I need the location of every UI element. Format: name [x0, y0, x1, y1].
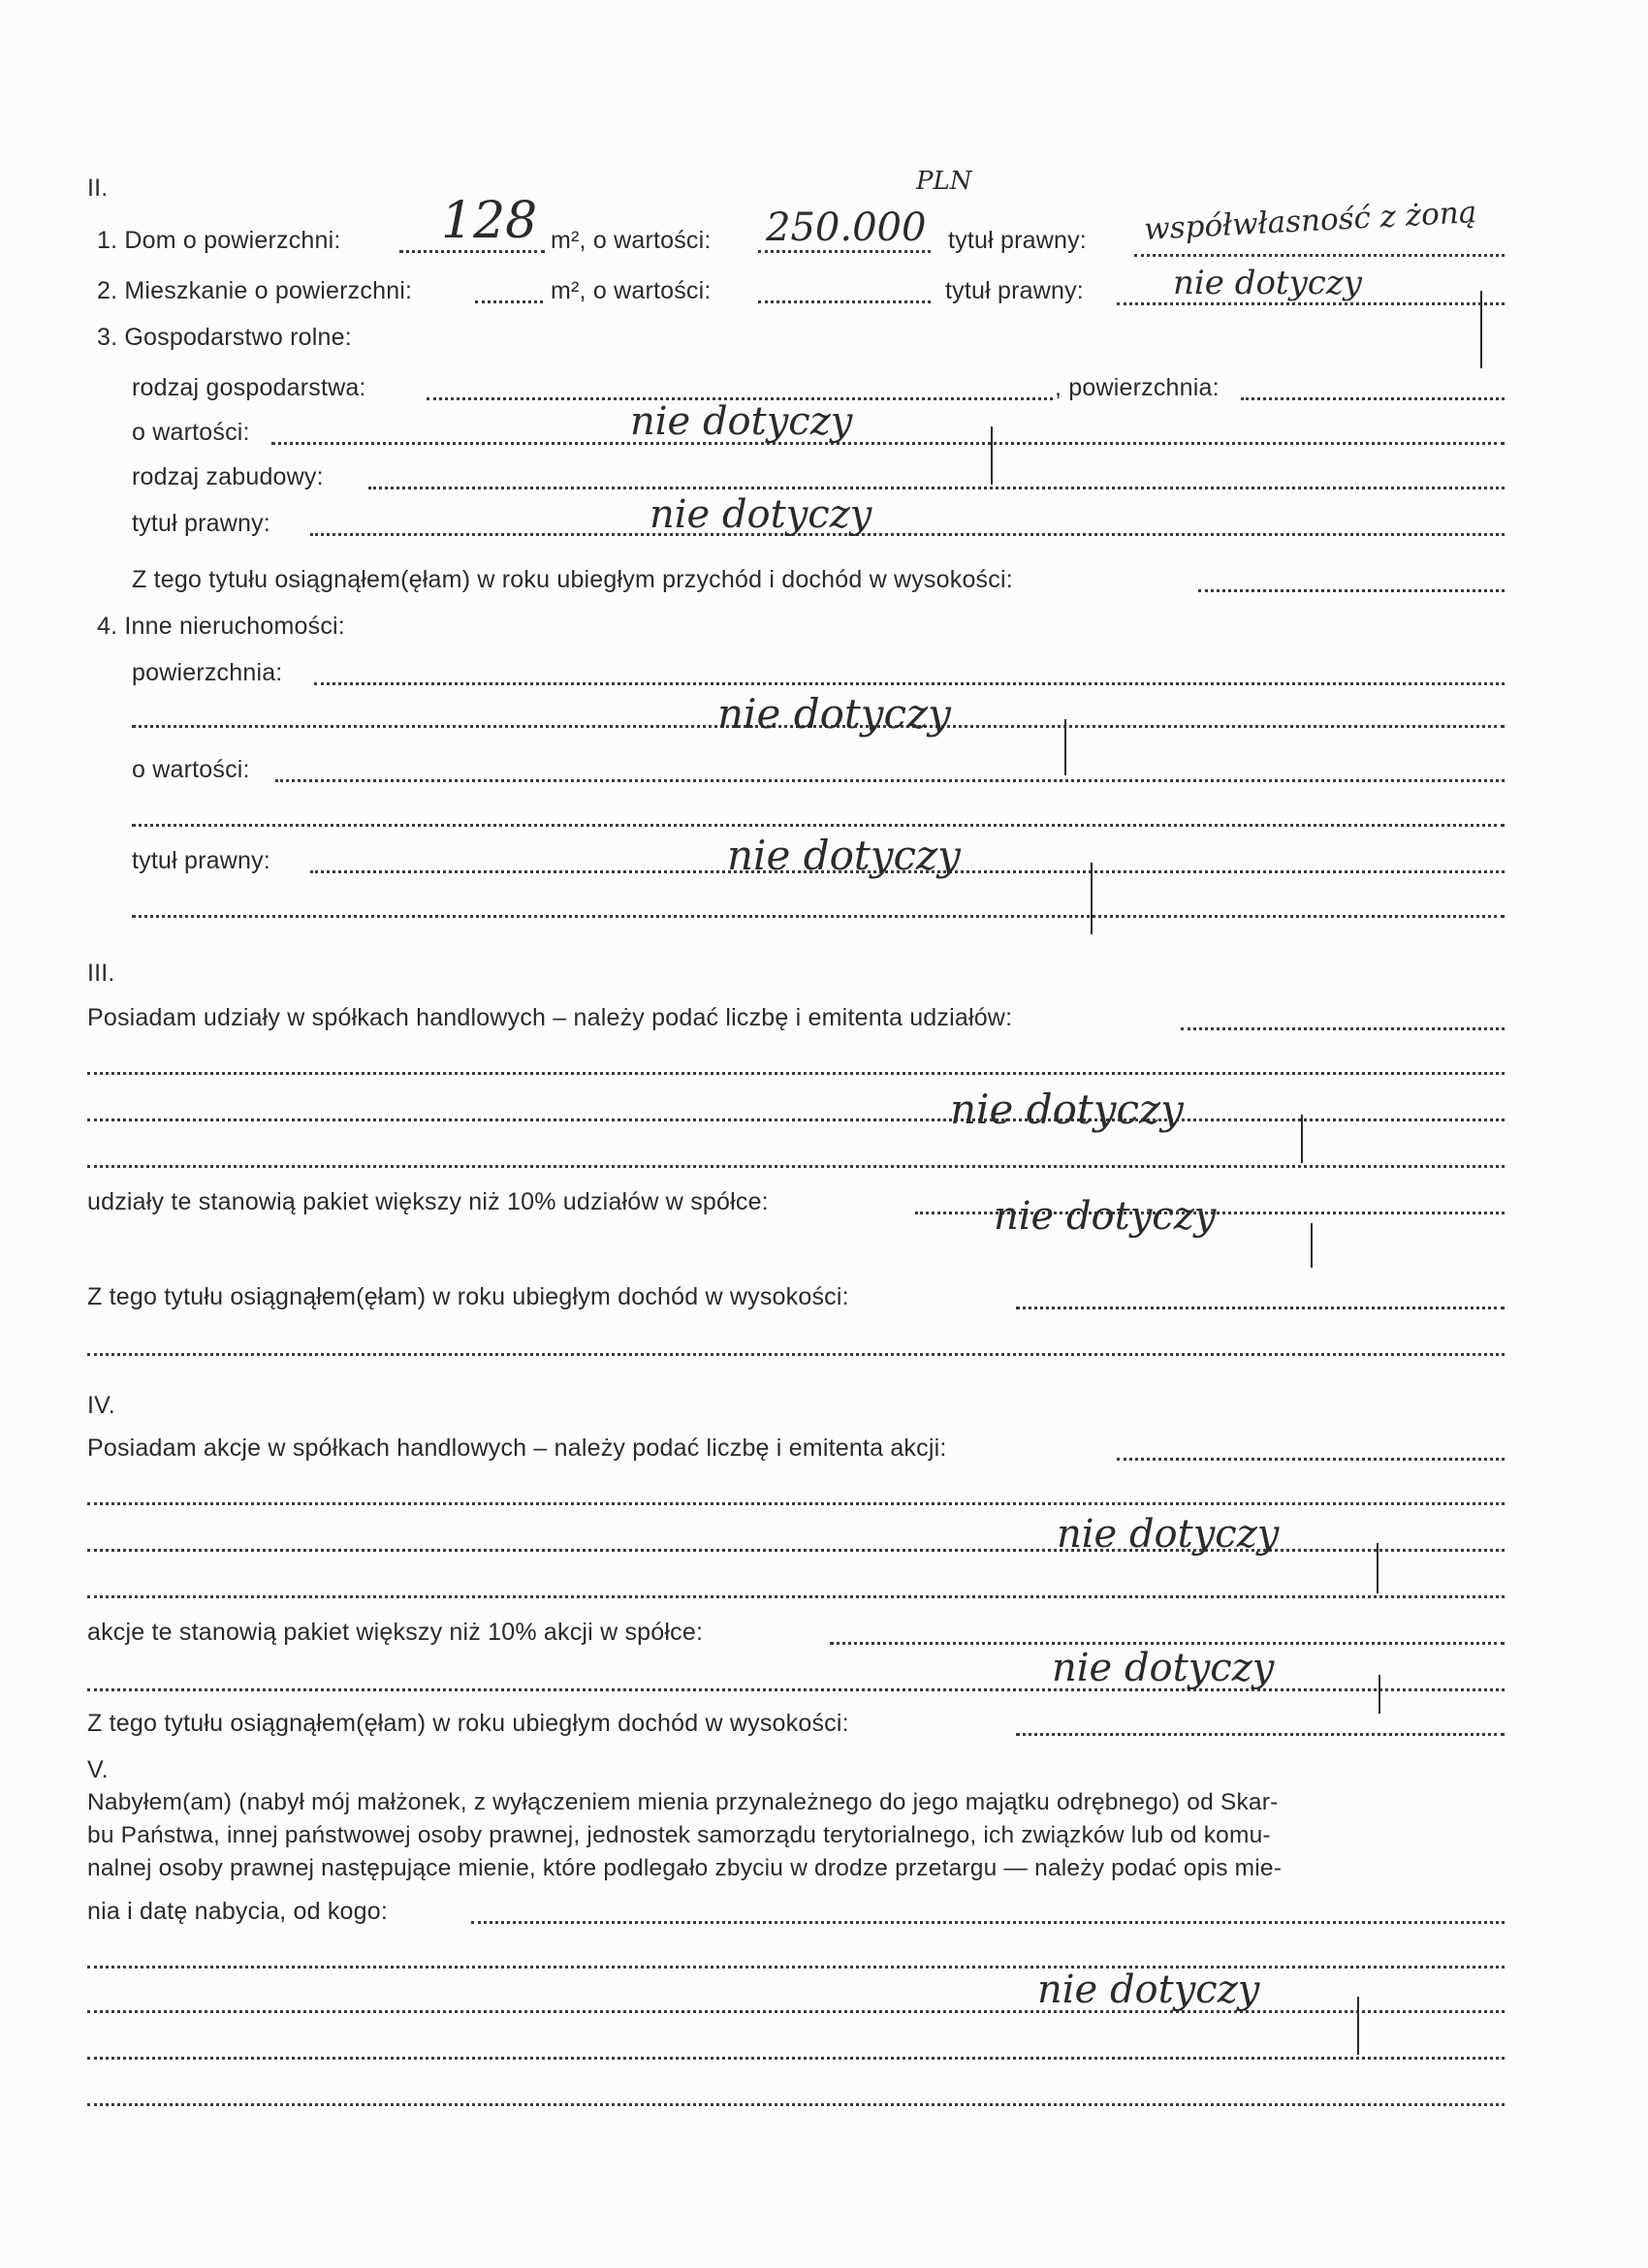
apartment-area-line[interactable] [475, 300, 543, 303]
farm-title-label: tytuł prawny: [132, 510, 270, 537]
shares-line[interactable] [1181, 1027, 1505, 1030]
house-unit-label: m², o wartości: [551, 227, 712, 254]
stocks-na-handwritten: nie dotyczy [1057, 1512, 1280, 1557]
other-area-line[interactable] [314, 682, 1505, 685]
acquisition-text-line-2: bu Państwa, innej państwowej osoby prawnej, jednostek samorządu terytorialnego, ich związków lub od komu- [87, 1822, 1271, 1848]
other-value-line[interactable] [275, 779, 1505, 782]
acquisition-line-4[interactable] [87, 2057, 1505, 2060]
other-title-na-handwritten: nie dotyczy [727, 832, 961, 879]
apartment-unit-label: m², o wartości: [551, 277, 712, 304]
handwritten-stroke [1379, 1675, 1380, 1714]
apartment-title-label: tytuł prawny: [945, 277, 1084, 304]
acquisition-line-3[interactable] [87, 2010, 1505, 2013]
stocks-line-2[interactable] [87, 1502, 1505, 1505]
house-title-label: tytuł prawny: [948, 227, 1087, 254]
farm-income-line[interactable] [1198, 589, 1505, 592]
stocks-income-label: Z tego tytułu osiągnąłem(ęłam) w roku ubiegłym dochód w wysokości: [87, 1710, 849, 1737]
shares-income-label: Z tego tytułu osiągnąłem(ęłam) w roku ubiegłym dochód w wysokości: [87, 1283, 849, 1310]
shares-package-label: udziały te stanowią pakiet większy niż 10% udziałów w spółce: [87, 1188, 769, 1215]
other-title-line-2[interactable] [132, 915, 1505, 918]
farm-income-label: Z tego tytułu osiągnąłem(ęłam) w roku ubiegłym przychód i dochód w wysokości: [132, 566, 1013, 593]
shares-line-3[interactable] [87, 1118, 1505, 1121]
shares-income-line[interactable] [1016, 1307, 1505, 1309]
acquisition-date-label: nia i datę nabycia, od kogo: [87, 1898, 388, 1925]
stocks-package-line[interactable] [830, 1642, 1505, 1645]
shares-package-na-handwritten: nie dotyczy [994, 1194, 1217, 1239]
section-iv-heading: IV. [87, 1392, 115, 1419]
handwritten-stroke [991, 426, 993, 485]
section-ii-heading: II. [87, 174, 109, 202]
handwritten-stroke [1064, 719, 1066, 775]
stocks-income-line[interactable] [1016, 1733, 1505, 1736]
shares-line-2[interactable] [87, 1072, 1505, 1075]
stocks-label: Posiadam akcje w spółkach handlowych – należy podać liczbę i emitenta akcji: [87, 1434, 947, 1462]
farm-value-line[interactable] [271, 442, 1505, 445]
acquisition-text-line-3: nalnej osoby prawnej następujące mienie, które podlegało zbyciu w drodze przetargu — należy podać opis mie- [87, 1855, 1283, 1881]
handwritten-stroke [1301, 1115, 1303, 1163]
handwritten-stroke [1377, 1543, 1379, 1593]
house-area-handwritten: 128 [441, 192, 538, 250]
house-value-handwritten: 250.000 [766, 205, 927, 250]
section-iii-heading: III. [87, 960, 115, 987]
other-property-label: 4. Inne nieruchomości: [97, 613, 345, 640]
handwritten-stroke [1091, 863, 1093, 934]
house-title-handwritten: współwłasność z żoną [1143, 195, 1478, 247]
farm-value-label: o wartości: [132, 419, 250, 446]
shares-label: Posiadam udziały w spółkach handlowych – należy podać liczbę i emitenta udziałów: [87, 1004, 1013, 1031]
shares-income-line-2[interactable] [87, 1353, 1505, 1356]
stocks-line[interactable] [1117, 1458, 1505, 1461]
apartment-title-line[interactable] [1117, 302, 1505, 305]
stocks-package-label: akcje te stanowią pakiet większy niż 10% akcji w spółce: [87, 1619, 704, 1646]
farm-buildings-label: rodzaj zabudowy: [132, 463, 324, 490]
acquisition-na-handwritten: nie dotyczy [1037, 1968, 1260, 2012]
acquisition-line-5[interactable] [87, 2103, 1505, 2106]
other-value-label: o wartości: [132, 756, 250, 783]
acquisition-line-2[interactable] [87, 1966, 1505, 1969]
handwritten-stroke [1480, 291, 1482, 368]
apartment-value-line[interactable] [758, 300, 931, 303]
farm-area-label: , powierzchnia: [1055, 374, 1220, 401]
other-area-label: powierzchnia: [132, 659, 283, 686]
stocks-package-line-2[interactable] [87, 1688, 1505, 1691]
apartment-na-handwritten: nie dotyczy [1173, 264, 1362, 302]
other-area-na-handwritten: nie dotyczy [717, 690, 951, 738]
farm-buildings-line[interactable] [368, 487, 1505, 489]
shares-line-4[interactable] [87, 1165, 1505, 1168]
farm-label: 3. Gospodarstwo rolne: [97, 324, 352, 351]
handwritten-stroke [1311, 1223, 1313, 1268]
other-title-label: tytuł prawny: [132, 847, 270, 874]
house-area-line[interactable] [399, 250, 545, 253]
section-v-heading: V. [87, 1756, 109, 1783]
acquisition-line[interactable] [471, 1921, 1505, 1924]
stocks-line-4[interactable] [87, 1595, 1505, 1598]
farm-area-line[interactable] [1241, 397, 1505, 400]
farm-kind-label: rodzaj gospodarstwa: [132, 374, 366, 401]
house-value-line[interactable] [758, 250, 931, 253]
handwritten-stroke [1357, 1997, 1359, 2055]
acquisition-text-line-1: Nabyłem(am) (nabył mój małżonek, z wyłączeniem mienia przynależnego do jego majątku odrębnego) od Skar- [87, 1789, 1279, 1815]
stocks-line-3[interactable] [87, 1549, 1505, 1552]
house-label: 1. Dom o powierzchni: [97, 227, 341, 254]
farm-na-handwritten: nie dotyczy [630, 399, 853, 444]
other-value-line-2[interactable] [132, 824, 1505, 827]
shares-na-handwritten: nie dotyczy [950, 1086, 1184, 1133]
apartment-label: 2. Mieszkanie o powierzchni: [97, 277, 413, 304]
house-title-line[interactable] [1134, 254, 1505, 257]
currency-handwritten: PLN [916, 167, 972, 196]
stocks-package-na-handwritten: nie dotyczy [1052, 1646, 1275, 1690]
farm-title-na-handwritten: nie dotyczy [650, 492, 872, 537]
farm-title-line[interactable] [310, 533, 1505, 536]
